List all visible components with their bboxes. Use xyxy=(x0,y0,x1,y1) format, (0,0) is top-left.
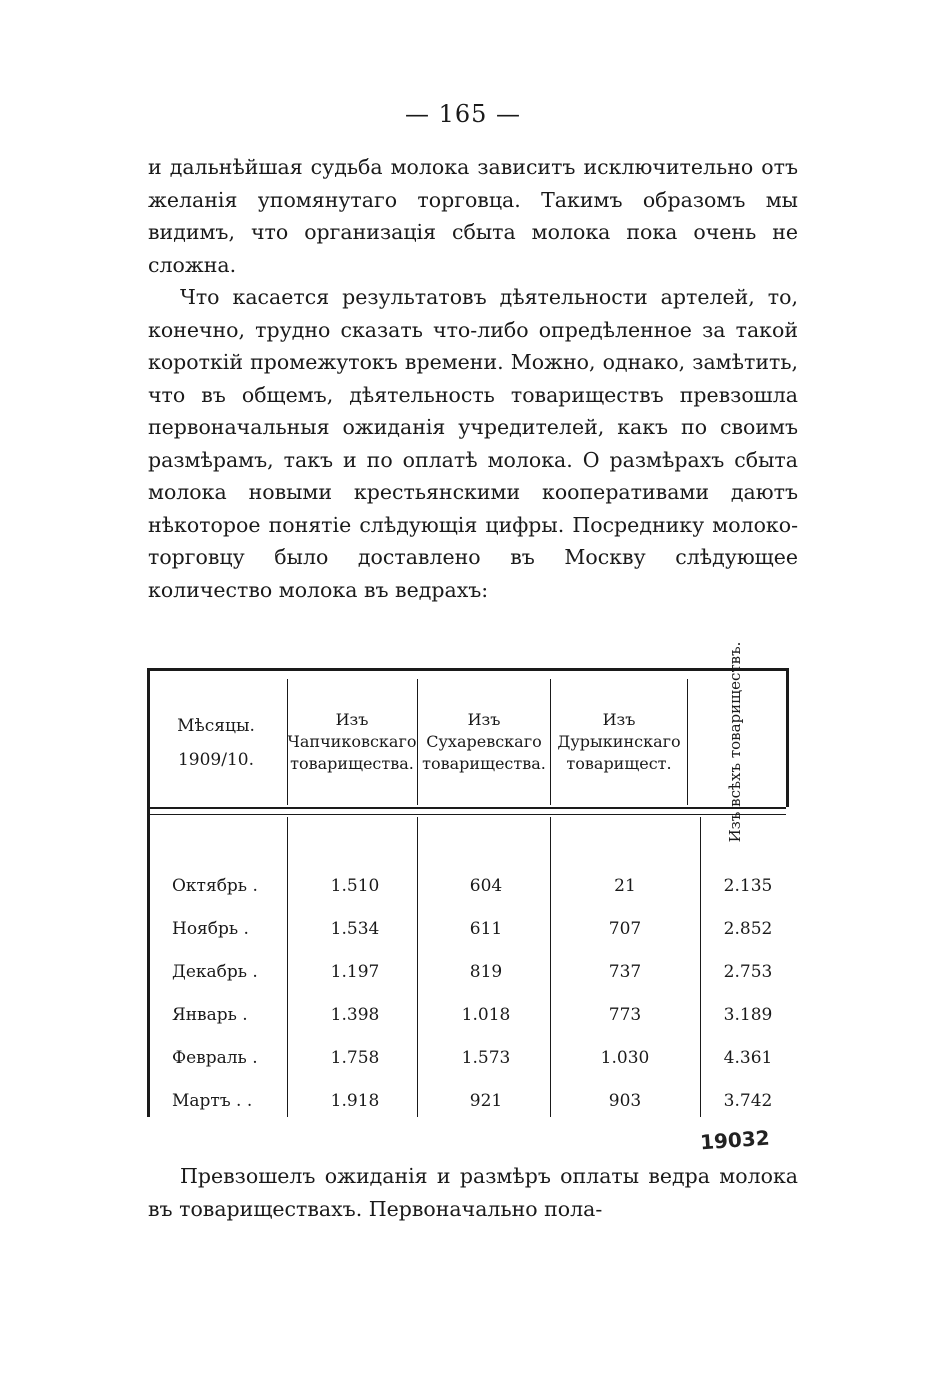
page-number: — 165 — xyxy=(404,100,522,128)
header-all: Изъ всѣхъ товариществъ. xyxy=(726,641,744,843)
table-right-border xyxy=(786,671,789,807)
table-row: Январь . 1.398 1.018 773 3.189 xyxy=(172,1005,773,1025)
header-durykino: Изъ Дурыкинскаго товарищест. xyxy=(557,710,681,773)
header-sukharevo: Изъ Сухаревскаго товарищества. xyxy=(422,710,546,773)
table-row: Февраль . 1.758 1.573 1.030 4.361 xyxy=(172,1048,773,1068)
milk-delivery-table xyxy=(147,641,789,1143)
table-row: Декабрь . 1.197 819 737 2.753 xyxy=(172,962,773,982)
paragraph-3: Превзошелъ ожиданія и размѣръ оплаты ведра молока въ товариществахъ. Первоначально пола- xyxy=(148,1164,798,1221)
header-double-rule xyxy=(150,807,786,815)
handwritten-note: 19032 xyxy=(699,1125,771,1155)
table-row: Октябрь . 1.510 604 21 2.135 xyxy=(172,876,773,896)
column-divider xyxy=(687,679,688,805)
paragraph-2: Что касается результатовъ дѣятельности артелей, то, конечно, трудно сказать что-либо опредѣленное за такой короткій промежутокъ времени. Можно, однако, замѣтить, что въ общемъ, дѣятельность товариществъ превзошла первоначальныя ожиданія учредителей, какъ по своимъ размѣрамъ, такъ и по оплатѣ молока. О размѣрахъ сбыта молока новыми крестьянскими кооперативами даютъ нѣкоторое понятіе слѣдующія цифры. Посреднику молоко-торговцу было доставлено въ Москву слѣдующее количество молока въ ведрахъ: xyxy=(148,285,798,602)
header-months: Мѣсяцы. 1909/10. xyxy=(177,716,255,770)
table-row: Мартъ . . 1.918 921 903 3.742 xyxy=(172,1091,773,1111)
paragraph-1: и дальнѣйшая судьба молока зависитъ исключительно отъ желанія упомянутаго торговца. Такимъ образомъ мы видимъ, что организація сбыта молока пока очень не сложна. xyxy=(148,155,798,277)
header-chapchikovo: Изъ Чапчиковскаго товарищества. xyxy=(287,710,417,773)
table-row: Ноябрь . 1.534 611 707 2.852 xyxy=(172,919,773,939)
